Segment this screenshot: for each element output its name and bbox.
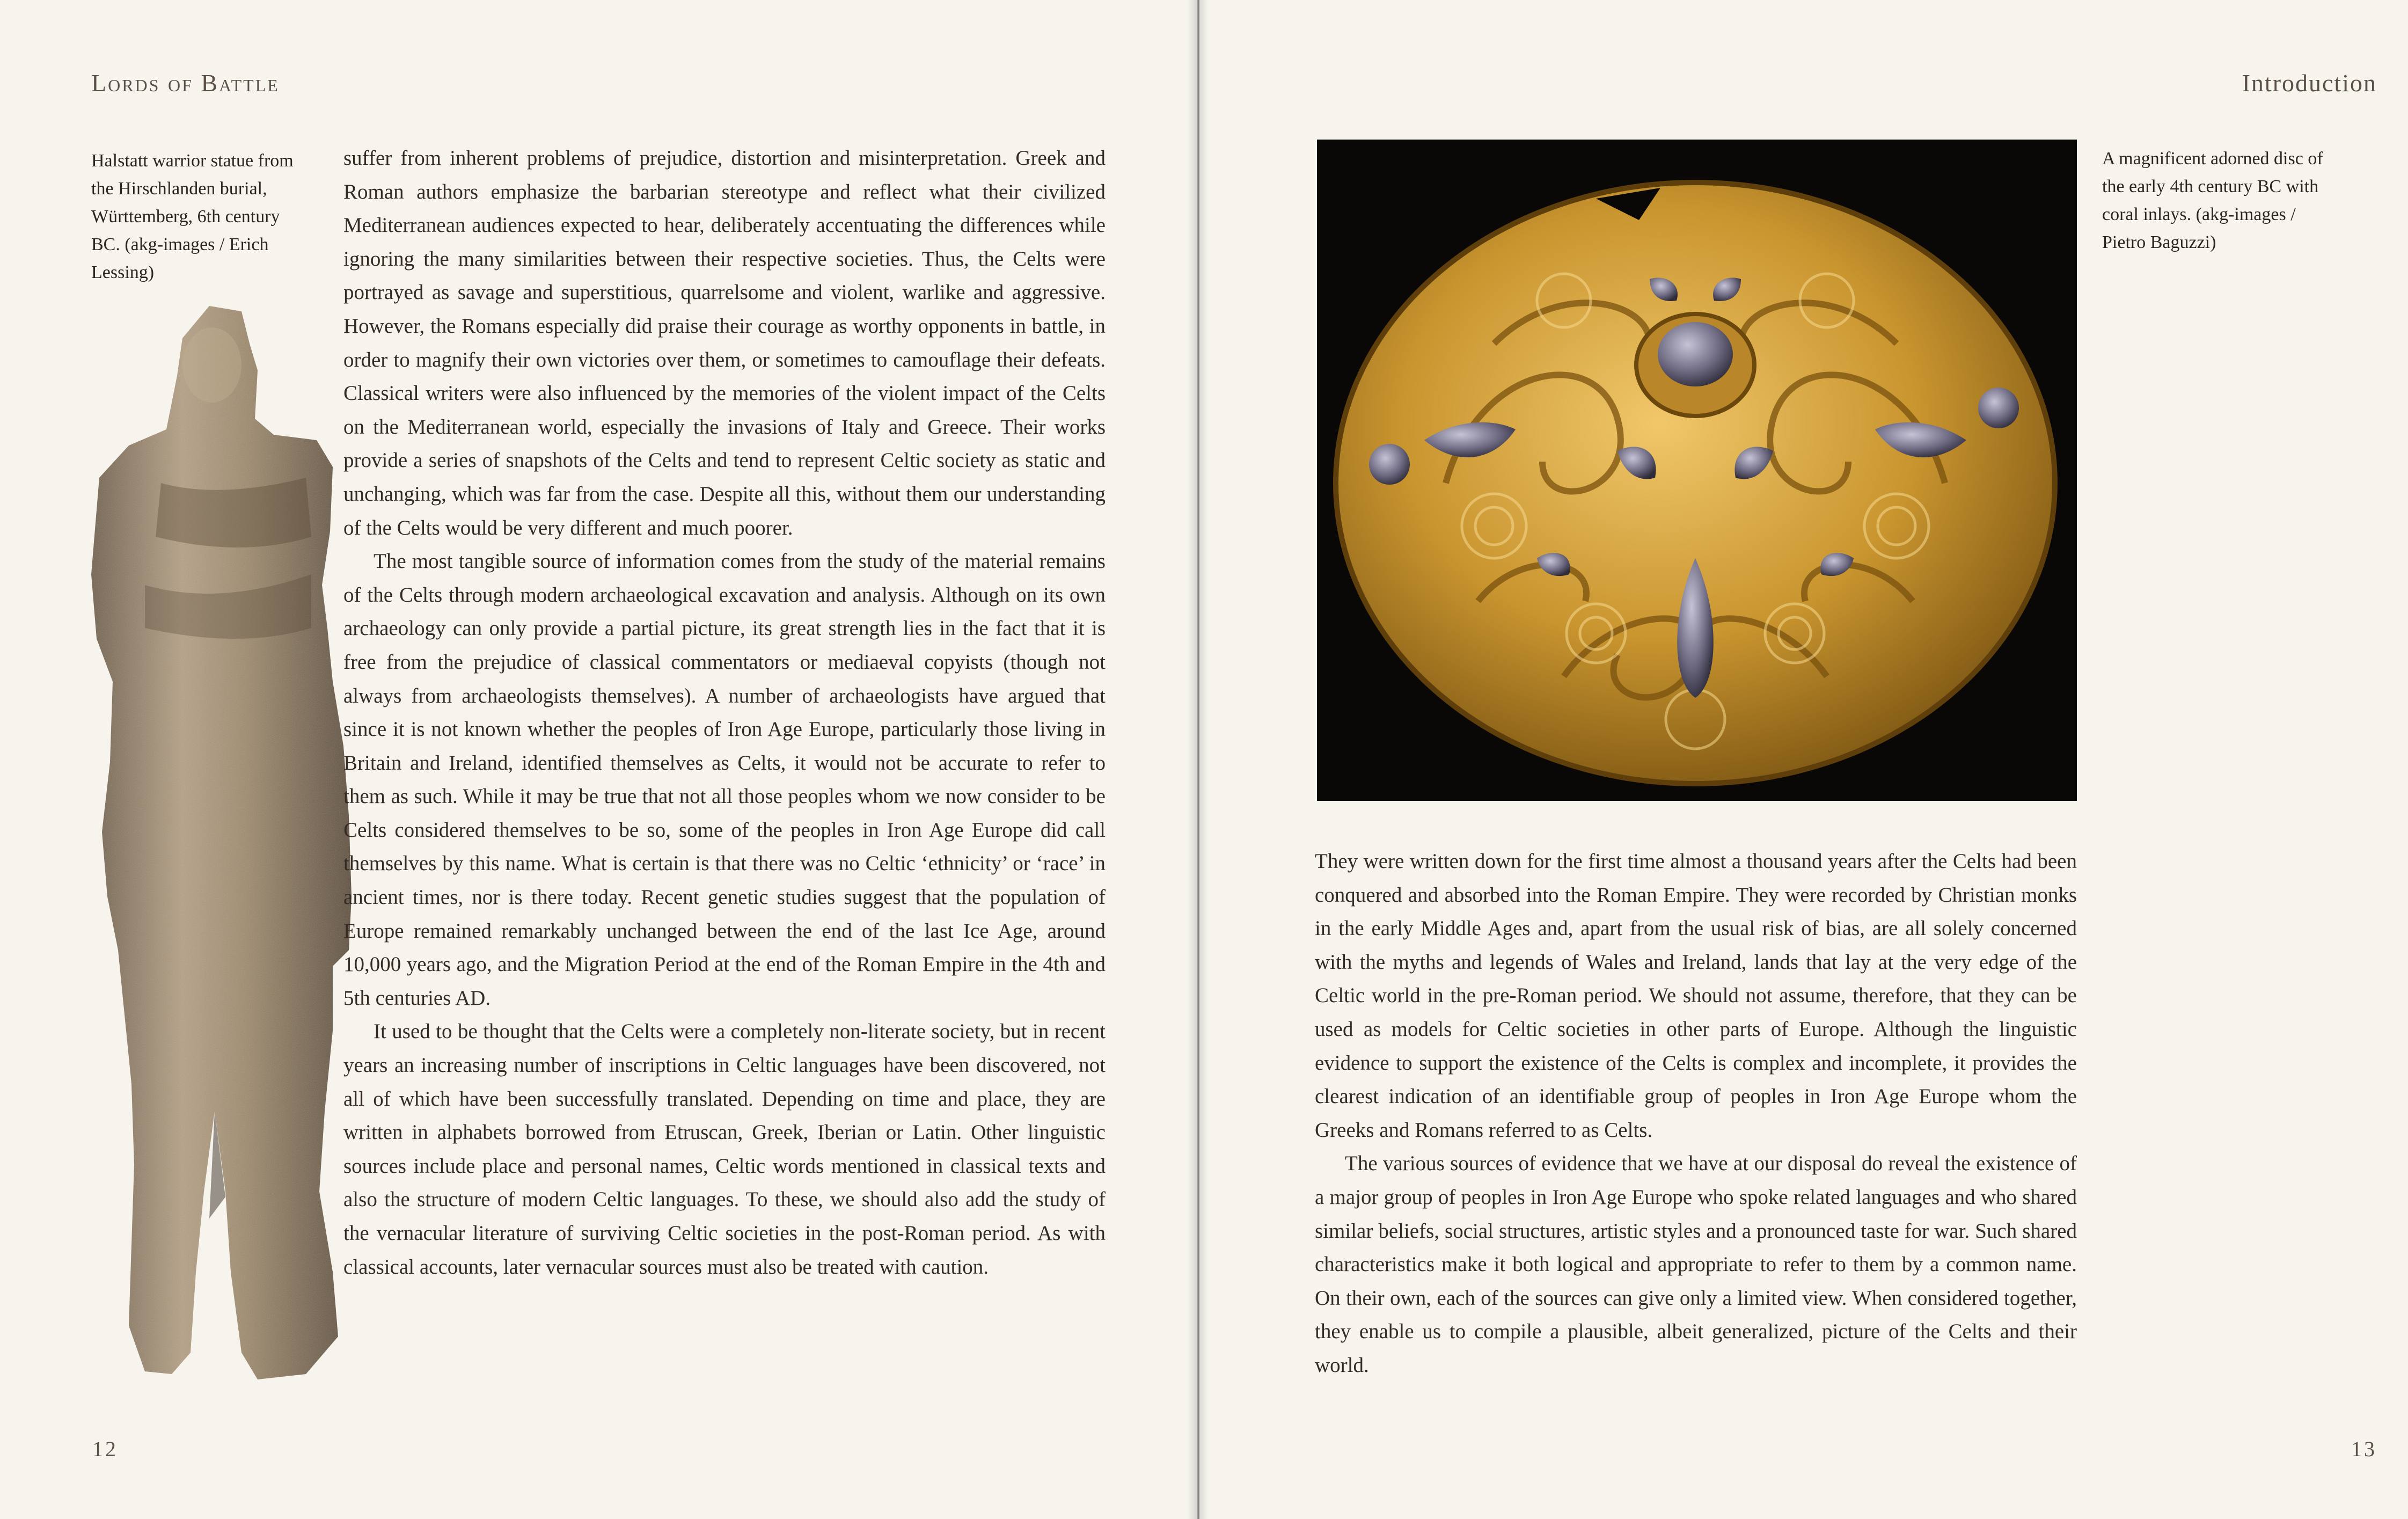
celtic-disc-photo (1317, 140, 2077, 801)
right-page (1198, 0, 2408, 1519)
statue-caption: Halstatt warrior statue from the Hirschlanden burial, Württemberg, 6th century BC. (akg-images / Erich Lessing) (91, 151, 294, 282)
disc-caption: A magnificent adorned disc of the early 4th century BC with coral inlays. (akg-images / Pietro Baguzzi) (2102, 149, 2323, 252)
paragraph: The most tangible source of information comes from the study of the material remains of the Celts through modern archaeological excavation and analysis. Although on its own archaeology can only provide a partial picture, its great strength lies in the fact that it is free from the prejudice of classical commentators or mediaeval copyists (though not always from archaeologists themselves). A number of archaeologists have argued that since it is not known whether the peoples of Iron Age Europe, particularly those living in Britain and Ireland, identified themselves as Celts, it would not be accurate to refer to them as such. While it may be true that not all those peoples whom we now consider to be Celts considered themselves to be so, some of the peoples in Iron Age Europe did call themselves by this name. What is certain is that there was no Celtic ‘ethnicity’ or ‘race’ in ancient times, nor is there today. Recent genetic studies suggest that the population of Europe remained remarkably unchanged between the end of the last Ice Age, around 10,000 years ago, and the Migration Period at the end of the Roman Empire in the 4th and 5th centuries AD. (343, 550, 1106, 1010)
paragraph: suffer from inherent problems of prejudice, distortion and misinterpretation. Greek and Roman authors emphasize the barbarian stereotype and reflect what their civilized Mediterranean audiences expected to hear, deliberately accentuating the differences while ignoring the many similarities between their respective societies. Thus, the Celts were portrayed as savage and superstitious, quarrelsome and violent, warlike and aggressive. However, the Romans especially did praise their courage as worthy opponents in battle, in order to magnify their own victories over them, or sometimes to camouflage their defeats. Classical writers were also influenced by the memories of the violent impact of the Celts on the Mediterranean world, especially the invasions of Italy and Greece. Their works provide a series of snapshots of the Celts and tend to represent Celtic society as static and unchanging, which was far from the case. Despite all this, without them our understanding of the Celts would be very different and much poorer. (343, 147, 1106, 539)
left-body-text (343, 142, 1106, 1284)
paragraph: The various sources of evidence that we have at our disposal do reveal the existence of a major group of peoples in Iron Age Europe who spoke related languages and who shared similar beliefs, social structures, artistic styles and a pronounced taste for war. Such shared characteristics make it both logical and appropriate to refer to them by a common name. On their own, each of the sources can give only a limited view. When considered together, they enable us to compile a plausible, albeit generalized, picture of the Celts and their world. (1315, 1152, 2077, 1377)
running-head-left: Lords of Battle (91, 69, 280, 97)
gold-disc-image (1317, 140, 2077, 801)
book-gutter (1187, 0, 1209, 1519)
right-body-text (1315, 845, 2077, 1383)
running-head-right: Introduction (2242, 69, 2377, 97)
page-number-right: 13 (2351, 1437, 2377, 1461)
warrior-statue-image (80, 306, 370, 1385)
left-page (0, 0, 1198, 1519)
page-number-left: 12 (92, 1437, 118, 1461)
paragraph: They were written down for the first time almost a thousand years after the Celts had been conquered and absorbed into the Roman Empire. They were recorded by Christian monks in the early Middle Ages and, apart from the usual risk of bias, are all solely concerned with the myths and legends of Wales and Ireland, lands that lay at the very edge of the Celtic world in the pre-Roman period. We should not assume, therefore, that they can be used as models for Celtic societies in other parts of Europe. Although the linguistic evidence to support the existence of the Celts is complex and incomplete, it provides the clearest indication of an identifiable group of peoples in Iron Age Europe whom the Greeks and Romans referred to as Celts. (1315, 850, 2077, 1142)
paragraph: It used to be thought that the Celts were a completely non-literate society, but in recent years an increasing number of inscriptions in Celtic languages have been discovered, not all of which have been successfully translated. Depending on time and place, they are written in alphabets borrowed from Etruscan, Greek, Iberian or Latin. Other linguistic sources include place and personal names, Celtic words mentioned in classical texts and also the structure of modern Celtic languages. To these, we should also add the study of the vernacular literature of surviving Celtic societies in the post-Roman period. As with classical accounts, later vernacular sources must also be treated with caution. (343, 1020, 1106, 1279)
